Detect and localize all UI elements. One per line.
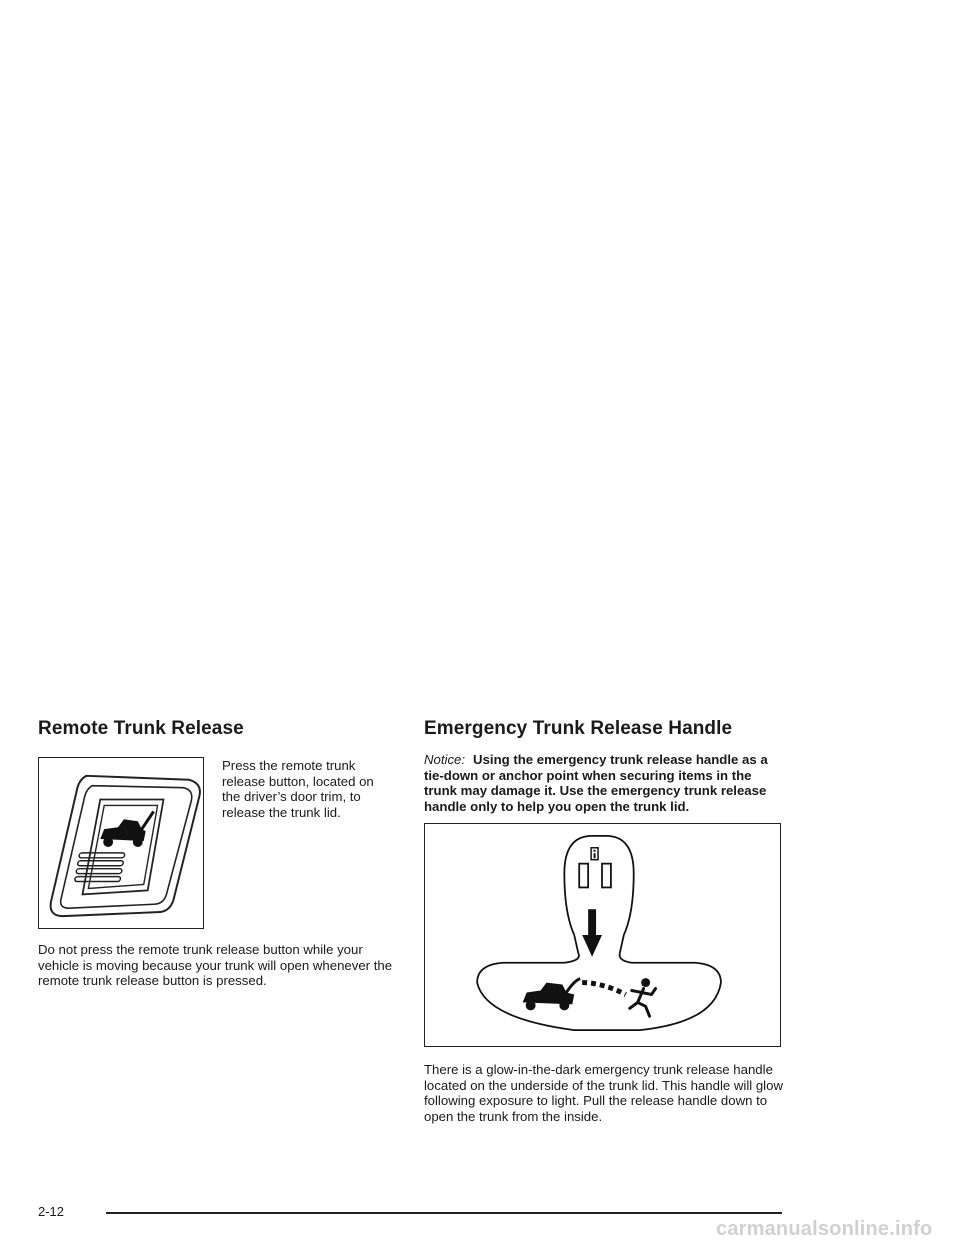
emergency-trunk-release-heading: Emergency Trunk Release Handle [424,718,733,739]
remote-release-intro-text: Press the remote trunk release button, located on the driver’s door trim, to release the trunk lid. [222,758,374,820]
notice-label: Notice: [424,752,466,767]
remote-trunk-release-heading: Remote Trunk Release [38,718,244,739]
car-trunk-open-icon [100,811,153,847]
remote-trunk-release-button-illustration [38,757,204,929]
page-number: 2-12 [38,1204,65,1219]
remote-release-warning-text: Do not press the remote trunk release button while your vehicle is moving because your trunk will open whenever the remote trunk release button is pressed. [38,942,393,989]
notice-paragraph [424,752,784,814]
pull-down-arrow-icon [582,909,602,957]
car-trunk-open-icon [523,979,580,1011]
emergency-handle-illustration [424,823,781,1047]
watermark-text: carmanualsonline.info [716,1218,933,1240]
notice-text: Using the emergency trunk release handle as a tie-down or anchor point when securing items in the trunk may damage it. Use the emergency trunk release handle only to help you open the trunk lid. [424,752,768,814]
person-escaping-icon [630,978,656,1016]
footer-rule [106,1212,782,1214]
emergency-handle-description: There is a glow-in-the-dark emergency trunk release handle located on the underside of the trunk lid. This handle will glow following exposure to light. Pull the release handle down to open the trunk from the inside. [424,1062,783,1124]
